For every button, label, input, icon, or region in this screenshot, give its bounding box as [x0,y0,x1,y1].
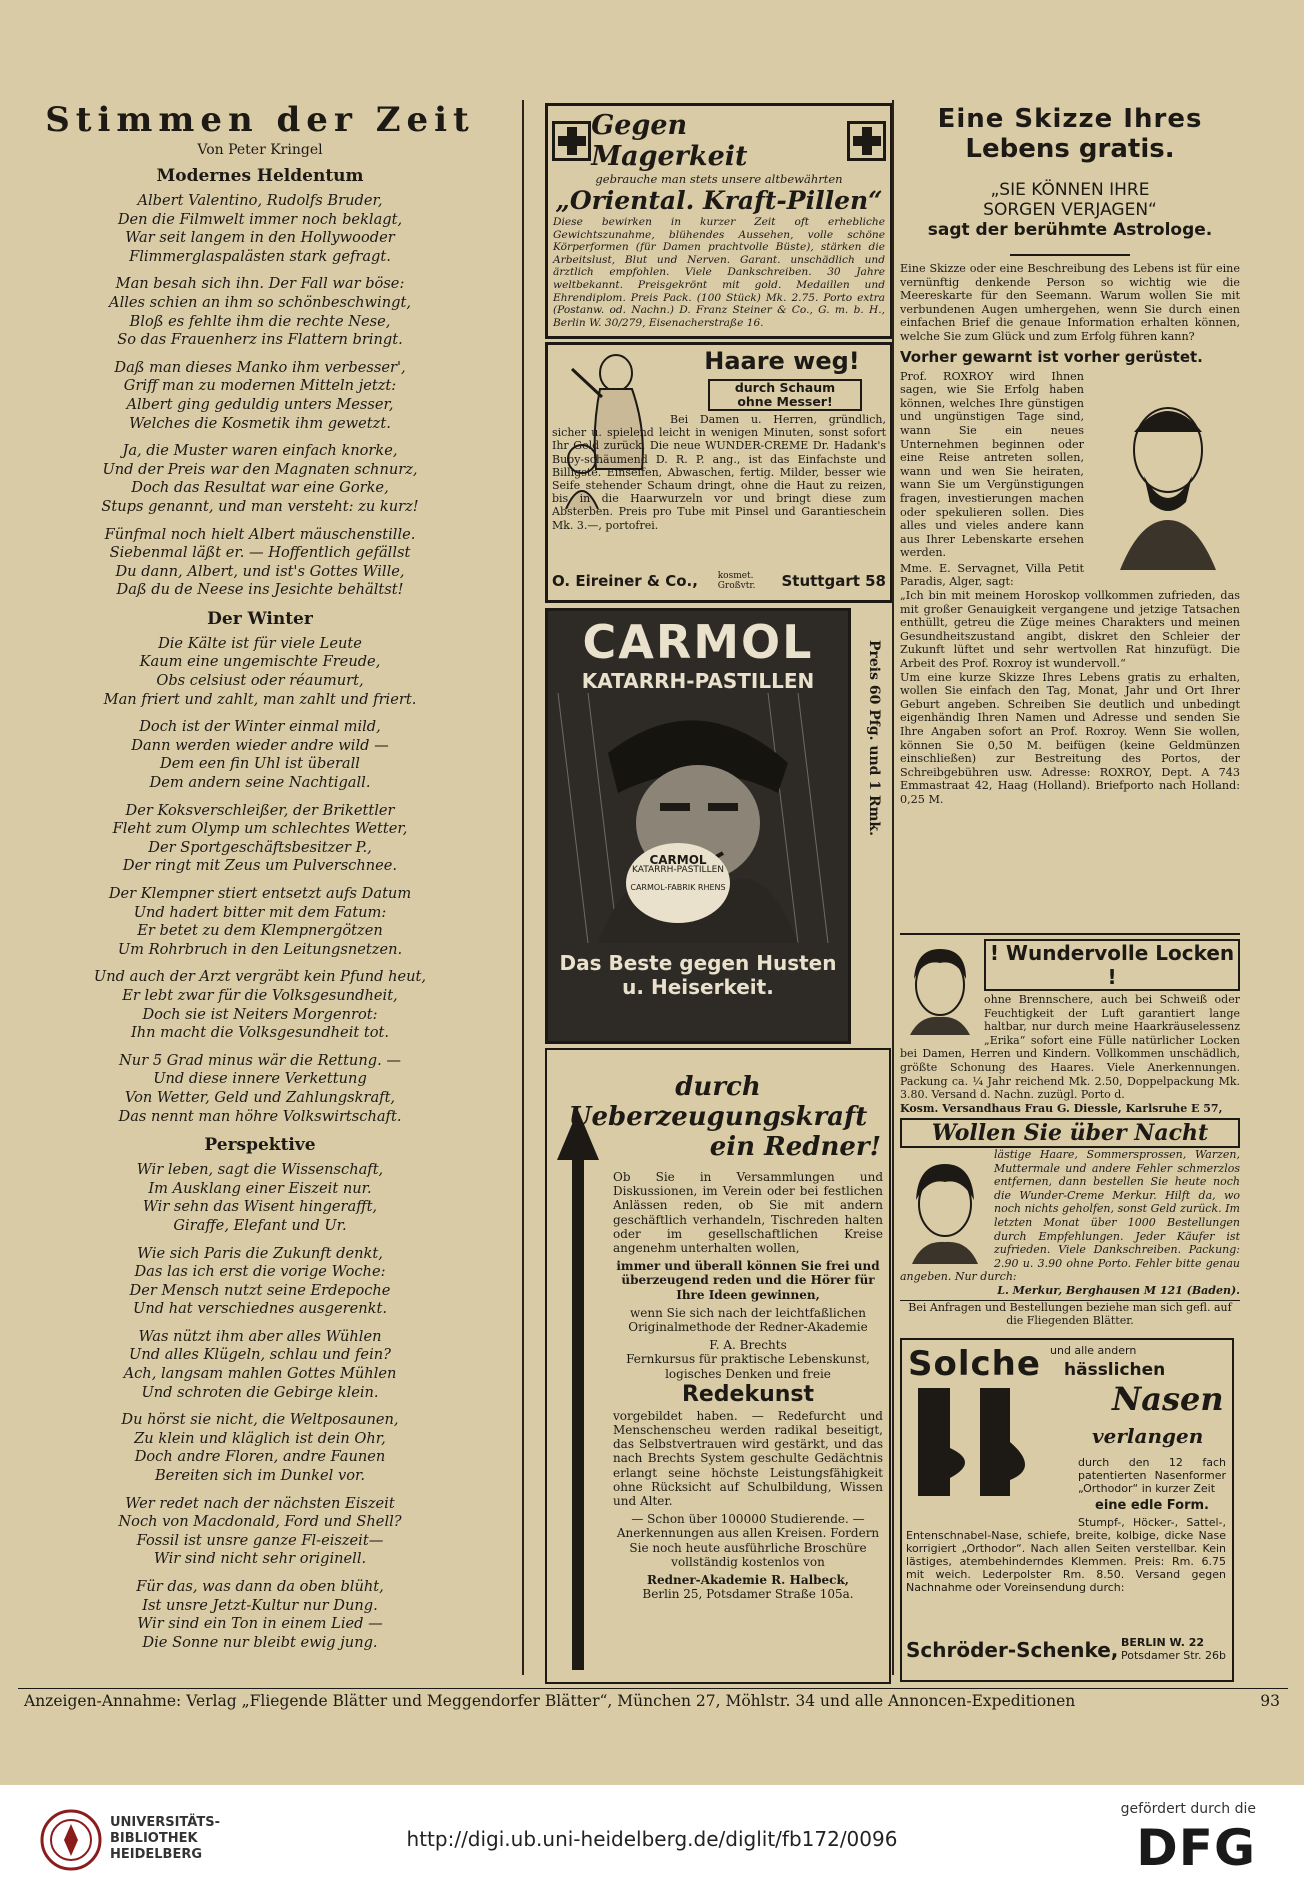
poem-stanza [40,968,480,1042]
poem-line: So das Frauenherz ins Flattern bringt. [117,331,403,349]
haare-title: Haare weg! [704,347,860,375]
poem-line: Im Ausklang einer Eiszeit nur. [148,1179,372,1197]
poem-line: Flimmerglaspalästen stark gefragt. [129,247,391,265]
poem-line: Bloß es fehlte ihm die rechte Nese, [129,312,391,330]
ad-nacht [900,1118,1240,1330]
poem-line: Die Sonne nur bleibt ewig jung. [142,1633,378,1651]
astrologer-portrait [1090,370,1240,570]
poem-line: Doch das Resultat war eine Gorke, [131,479,389,497]
poem-stanza [40,802,480,876]
red-cross-icon [847,121,886,161]
carmol-slogan1: Das Beste gegen Husten [559,951,837,975]
poem-line: Doch andre Floren, andre Faunen [134,1448,386,1466]
poem-line: Und hat verschiednes ausgerenkt. [133,1300,387,1318]
poem-line: Das las ich erst die vorige Woche: [134,1263,386,1281]
rede-body3: vorgebildet haben. — Redefurcht und Menschenscheu werden radikal beseitigt, das Selbstvertrauen wird gestärkt, und das nach Brechts System geschulte Gedächtnis erlangt seine höchste Leistungsfähigkeit ohne Rücksicht auf Schulbildung, Wissen und Alter. [613,1408,883,1509]
skizze-quote1: „SIE KÖNNEN IHRE [990,180,1150,200]
poem-line: Doch sie ist Neiters Morgenrot: [142,1005,378,1023]
magerkeit-product: „Oriental. Kraft-Pillen“ [555,186,883,215]
divider [1010,254,1130,256]
poem-section-heading: Perspektive [204,1135,316,1156]
nasen-company-row [906,1636,1226,1662]
poem-line: Das nennt man höhre Volkswirtschaft. [118,1107,402,1125]
rede-bold: immer und überall können Sie frei und überzeugend reden und die Hörer für Ihre Ideen gewinnen, [616,1259,880,1302]
poem-title: Stimmen der Zeit [45,100,475,140]
poem-stanza [40,635,480,709]
nacht-title: Wollen Sie über Nacht [900,1118,1240,1148]
rede-course: Fernkursus für praktische Lebenskunst, logisches Denken und freie [626,1352,870,1381]
tin-ring: CARMOL-FABRIK RHENS [630,883,726,892]
nasen-address [1121,1636,1226,1662]
haare-sub1: durch Schaum [734,380,836,395]
poem-line: Und alles Klügeln, schlau und fein? [129,1346,391,1364]
poem-stanza [40,192,480,266]
poem-stanza [40,526,480,600]
nacht-note: Bei Anfragen und Bestellungen beziehe man sich gefl. auf die Fliegenden Blätter. [900,1300,1240,1328]
tin-sub: KATARRH-PASTILLEN [632,865,724,875]
poem-line: Der ringt mit Zeus um Pulverschnee. [122,857,398,875]
poem-section-heading: Modernes Heldentum [156,166,364,186]
poem-sections [40,166,480,1652]
woman-portrait-2 [900,1152,990,1264]
magerkeit-body: Diese bewirken in kurzer Zeit oft erhebliche Gewichtszunahme, blühendes Aussehen, volle schöne Körperformen (für Damen prachtvolle Büste), stärken die Arbeitslust, Blut und Nerven. Garant. unschädlich und ärztlich empfohlen. Viele Dankschreiben. 30 Jahre weltbekannt. Preisgekrönt mit gold. Medaillen und Ehrendiplom. Preis Pack. (100 Stück) Mk. 2.75. Porto extra (Postanw. od. Nachn.) D. Franz Steiner & Co., G. m. b. H., Berlin W. 30/279, Eisenacherstraße 16. [553,216,885,329]
poem-line: Doch ist der Winter einmal mild, [139,718,381,736]
ad-nasen [900,1338,1234,1682]
bottom-bar [0,1785,1304,1901]
skizze-testimonial: „Ich bin mit meinem Horoskop vollkommen zufrieden, das mit großer Genauigkeit vergangene und jetzige Tatsachen enthüllt, getreu die Züge meines Charakters und meinen Gesundheitszustand angibt, diskret den Schleier der Zukunft lüftet und sehr wertvollen Rat hinzufügt. Die Arbeit des Prof. Roxroy ist wundervoll.“ [900,589,1240,671]
nasen-bold: eine edle Form. [1095,1498,1209,1513]
poem-stanza [40,1328,480,1402]
poem-line: Albert Valentino, Rudolfs Bruder, [137,192,383,209]
poem-line: Stups genannt, und man versteht: zu kurz! [101,497,419,515]
poem-line: Kaum eine ungemischte Freude, [139,653,381,671]
poem-line: Der Klempner stiert entsetzt aufs Datum [108,885,412,902]
poem-stanza [40,1052,480,1126]
poem-line: Und der Preis war den Magnaten schnurz, [102,460,418,478]
rede-headline2: ein Redner! [709,1132,881,1162]
poem-line: Ihn macht die Volksgesundheit tot. [130,1024,390,1042]
nasen-title4: Nasen [1112,1380,1224,1418]
nasen-title1: Solche [908,1344,1041,1384]
locken-company-name: Kosm. Versandhaus Frau G. Diessle, Karlsruhe E 57, [900,1101,1223,1115]
rede-body4: — Schon über 100000 Studierende. — Anerkennungen aus allen Kreisen. Fordern Sie noch heute ausführliche Broschüre vollständig kostenlos von [616,1512,880,1569]
poem-line: Der Mensch nutzt seine Erdepoche [129,1281,391,1299]
poem-line: Für das, was dann da oben blüht, [136,1578,384,1595]
source-url[interactable]: http://digi.ub.uni-heidelberg.de/diglit/fb172/0096 [406,1827,898,1851]
poem-line: Wir leben, sagt die Wissenschaft, [136,1161,384,1179]
nasen-body1: durch den 12 fach patentierten Nasenformer „Orthodor“ in kurzer Zeit [1078,1456,1226,1495]
poem-stanza [40,275,480,349]
poem-line: Ja, die Muster waren einfach knorke, [122,442,398,460]
poem-line: Dem andern seine Nachtigall. [149,774,371,792]
footer-text: Anzeigen-Annahme: Verlag „Fliegende Blätter und Meggendorfer Blätter“, München 27, Möhlstr. 34 und alle Annoncen-Expeditionen [24,1692,1076,1710]
poem-line: Ach, langsam mahlen Gottes Mühlen [123,1365,397,1383]
tin-brand: CARMOL [649,853,707,867]
rede-headline1: durch Ueberzeugungskraft [568,1072,868,1132]
poem-line: Wir sind ein Ton in einem Lied — [137,1615,383,1633]
up-arrow-icon [553,1110,603,1670]
poem-stanza [40,1161,480,1235]
poem-line: Und auch der Arzt vergräbt kein Pfund heut, [93,968,427,986]
carmol-sub: KATARRH-PASTILLEN [581,669,815,693]
woman-portrait [900,939,980,1035]
nacht-company: L. Merkur, Berghausen M 121 (Baden). [997,1283,1240,1297]
rede-body2: wenn Sie sich nach der leichtfaßlichen Originalmethode der Redner-Akademie [628,1305,868,1335]
poem-line: Von Wetter, Geld und Zahlungskraft, [124,1088,396,1106]
poem-line: Um Rohrbruch in den Leitungsnetzen. [117,940,403,958]
haare-city: Stuttgart 58 [781,572,886,590]
rede-address2: Berlin 25, Potsdamer Straße 105a. [642,1587,854,1602]
poem-line: Und hadert bitter mit dem Fatum: [133,903,387,921]
poem-stanza [40,718,480,792]
nacht-body: lästige Haare, Sommersprossen, Warzen, Muttermale und andere Fehler schmerzlos entfernen, dann bestellen Sie heute noch die Wunder-Creme Merkur. Hilft da, wo noch nichts geholfen, sonst Geld zurück. Im letzten Monat über 1000 Bestellungen durch Empfehlungen. Jeder Käufer ist zufrieden. Viele Dankschreiben. Packung: 2.90 u. 3.90 ohne Porto. Fehler bitte genau angeben. Nur durch: [900,1148,1240,1284]
column-rule-left [522,100,524,1675]
poem-line: Er betet zu dem Klempnergötzen [137,922,383,940]
page-number: 93 [1260,1692,1280,1710]
poem-line: Die Kälte ist für viele Leute [158,634,362,652]
skizze-body: Prof. ROXROY wird Ihnen sagen, wie Sie Erfolg haben können, welches Ihre günstigen und ungünstigen Tage sind, wann Sie ein neues Unternehmen beginnen oder eine Reise antreten sollen, wann und wen Sie heiraten, wann Sie um Vergünstigungen fragen, investierungen machen oder spekulieren sollen. Dies alles und vieles andere kann aus Ihrer Lebenskarte ersehen werden. [900,369,1084,560]
poem-line: Du hörst sie nicht, die Weltposaunen, [121,1411,399,1429]
poem-line: Fossil ist unsre ganze Fl-eiszeit— [136,1531,384,1549]
poem-line: Giraffe, Elefant und Ur. [173,1216,347,1234]
carmol-brand: CARMOL [582,615,814,669]
poem-line: Welches die Kosmetik ihm gewetzt. [129,414,391,432]
noses-icon [910,1388,1070,1496]
footer-rule [18,1688,1288,1689]
poem-line: Fünfmal noch hielt Albert mäuschenstille. [104,525,416,543]
locken-company [900,1102,1240,1115]
ad-haare-weg [545,342,893,603]
poem-line: Wie sich Paris die Zukunft denkt, [137,1244,383,1262]
ad-locken [900,933,1240,1115]
library-line2: BIBLIOTHEK [110,1831,198,1846]
poem-line: Dem een fin Uhl ist überall [160,755,360,773]
poem-line: Der Koksverschleißer, der Brikettler [125,801,395,819]
poem-byline: Von Peter Kringel [197,142,323,158]
poem-line: War seit langem in den Hollywooder [125,229,395,247]
poem-line: Nur 5 Grad minus wär die Rettung. — [119,1051,401,1069]
ad-skizze [900,104,1240,929]
column-rule-right [892,100,894,1675]
poem-line: Und diese innere Verkettung [153,1070,367,1088]
poem-stanza [40,1495,480,1569]
poem-stanza [40,442,480,516]
red-cross-icon [552,121,591,161]
carmol-slogan2: u. Heiserkeit. [622,975,774,999]
poem-line: Man besah sich ihn. Der Fall war böse: [115,275,405,293]
dfg-logo: DFG [1136,1819,1256,1877]
haare-sub-box [708,379,862,411]
magerkeit-sub: gebrauche man stets unsere altbewährten [595,172,843,186]
nasen-city: BERLIN W. 22 [1120,1636,1205,1649]
poem-stanza [40,359,480,433]
poem-line: Der Sportgeschäftsbesitzer P., [148,838,372,856]
carmol-illustration [548,693,848,943]
magerkeit-title: Gegen Magerkeit [591,110,748,172]
locken-title: ! Wundervolle Locken ! [984,939,1240,991]
haare-body: Bei Damen u. Herren, gründlich, sicher u. spielend leicht in wenigen Minuten, sonst sofort Ihr Geld zurück. Die neue WUNDER-CREME Dr. Hadank's Buby-schäumend D. R. P. ang., ist das Einfachste und Billigste. Einseifen, Abwaschen, fertig. Milder, besser wie Seife stehender Schaum dringt, ohne die Haut zu reizen, bis in die Haarwurzeln vor und bringt diese zum Absterben. Preis pro Tube mit Pinsel und Garantieschein Mk. 3.—, portofrei. [552,413,886,532]
haare-kosmet: kosmet. Großvtr. [717,571,756,591]
skizze-intro: Eine Skizze oder eine Beschreibung des Lebens ist für eine vernünftig denkende Person so wichtig wie die Meereskarte für den Seemann. Warum wollen Sie mit verbundenen Augen umhergehen, wenn Sie durch einen einfachen Brief die genaue Information erhalten können, welche Sie zum Glück und zum Erfolg führen kann? [900,262,1240,343]
poem-line: Du dann, Albert, und ist's Gottes Wille, [115,562,405,580]
nasen-title5: verlangen [1092,1424,1204,1448]
poem-stanza [40,1245,480,1319]
poem-line: Zu klein und kläglich ist dein Ohr, [134,1429,386,1447]
nasen-company: Schröder-Schenke, [906,1638,1119,1662]
skizze-title1: Eine Skizze Ihres [937,104,1203,134]
haare-company-row [552,571,886,591]
nasen-body2: Stumpf-, Höcker-, Sattel-, Entenschnabel-Nase, schiefe, breite, kolbige, dicke Nase korrigiert „Orthodor“. Nach allen Seiten verstellbar. Kein lästiges, atembehinderndes Klemmen. Preis: Rm. 6.75 mit weich. Lederpolster Rm. 8.50. Versand gegen Nachnahme oder Voreinsendung durch: [906,1516,1226,1594]
poem-section-heading: Der Winter [207,608,313,629]
poem-line: Daß man dieses Manko ihm verbesser', [114,358,406,376]
nasen-title3: hässlichen [1064,1360,1166,1380]
poem-line: Bereiten sich im Dunkel vor. [154,1467,366,1485]
carmol-price: Preis 60 Pfg. und 1 Rmk. [866,640,882,836]
poem-line: Wer redet nach der nächsten Eiszeit [125,1494,395,1512]
rede-author: F. A. Brechts [709,1338,787,1353]
ad-redekunst [545,1048,891,1684]
poem-line: Man friert und zahlt, man zahlt und friert. [103,690,417,708]
poem-line: Er lebt zwar für die Volksgesundheit, [122,986,398,1004]
poem-line: Siebenmal läßt er. — Hoffentlich gefällst [109,544,411,562]
poem-line: Noch von Macdonald, Ford und Shell? [118,1513,402,1531]
library-line1: UNIVERSITÄTS- [110,1815,220,1830]
nasen-title2: und alle andern [1050,1344,1137,1357]
poem-line: Wir sind nicht sehr originell. [153,1550,367,1568]
poem-line: Wir sehn das Wisent hingerafft, [142,1198,378,1216]
haare-sub2: ohne Messer! [737,394,833,409]
poem-line: Obs celsiust oder réaumurt, [156,672,364,690]
rede-course-title: Redekunst [681,1381,815,1407]
poem-line: Alles schien an ihm so schönbeschwingt, [109,293,411,311]
carmol-tin [626,843,730,923]
funded-by: gefördert durch die [1120,1801,1256,1817]
library-line3: HEIDELBERG [110,1847,203,1862]
haare-company: O. Eireiner & Co., [552,572,698,590]
skizze-closing: Um eine kurze Skizze Ihres Lebens gratis zu erhalten, wollen Sie einfach den Tag, Monat, Jahr und Ort Ihrer Geburt angeben. Schreiben Sie deutlich und unbedingt eigenhändig Ihren Namen und Adresse und senden Sie Ihre Angaben sofort an Prof. Roxroy. Wenn Sie wollen, können Sie 0,50 M. beifügen (keine Geldmünzen einschließen) zur Bestreitung des Portos, der Schreibgebühren usw. Adresse: ROXROY, Dept. A 743 Emmastraat 42, Haag (Holland). Briefporto nach Holland: 0,25 M. [900,670,1240,806]
ad-magerkeit [545,103,893,339]
skizze-quote3: sagt der berühmte Astrologe. [927,220,1213,240]
poem-stanza [40,1411,480,1485]
rede-text [613,1170,883,1601]
poem-line: Albert ging geduldig unters Messer, [126,395,394,413]
nasen-street: Potsdamer Str. 26b [1120,1649,1226,1662]
poem-line: Dann werden wieder andre wild — [131,736,389,754]
poem-line: Und schroten die Gebirge klein. [141,1383,379,1401]
skizze-title2: Lebens gratis. [965,134,1175,164]
rede-address1: Redner-Akademie R. Halbeck, [647,1573,849,1588]
skizze-quote2: SORGEN VERJAGEN“ [983,200,1157,220]
locken-body: ohne Brennschere, auch bei Schweiß oder Feuchtigkeit der Luft garantiert lange haltbar, nur durch meine Haarkräuselessenz „Erika“ sofort eine Fülle natürlicher Locken bei Damen, Herren und Kindern. Vollkommen unschädlich, größte Schonung des Haares. Viele Anerkennungen. Packung ca. ¼ Jahr reichend Mk. 2.50, Doppelpackung Mk. 3.80. Versand d. Nachn. zuzügl. Porto d. [900,993,1240,1102]
poem-line: Fleht zum Olymp um schlechtes Wetter, [112,820,408,838]
skizze-testimonial-by: Mme. E. Servagnet, Villa Petit Paradis, Alger, sagt: [900,561,1084,589]
poem-stanza [40,1578,480,1652]
poem-stanza [40,885,480,959]
poem-line: Griff man zu modernen Mitteln jetzt: [123,377,397,395]
rede-body1: Ob Sie in Versammlungen und Diskussionen, im Verein oder bei festlichen Anlässen reden, ob Sie mit andern geschäftlich verhandeln, Tischreden halten oder im gesellschaftlichen Kreise angenehm unterhalten wollen, [613,1170,883,1256]
ad-carmol [545,608,851,1044]
poem-line: Den die Filmwelt immer noch beklagt, [117,210,403,228]
poem-line: Daß du de Neese ins Jesichte behältst! [116,581,404,599]
poem-line: Ist unsre Jetzt-Kultur nur Dung. [142,1596,378,1614]
skizze-sub: Vorher gewarnt ist vorher gerüstet. [900,347,1203,366]
poem-column [40,100,480,1661]
poem-line: Was nützt ihm aber alles Wühlen [138,1327,382,1345]
